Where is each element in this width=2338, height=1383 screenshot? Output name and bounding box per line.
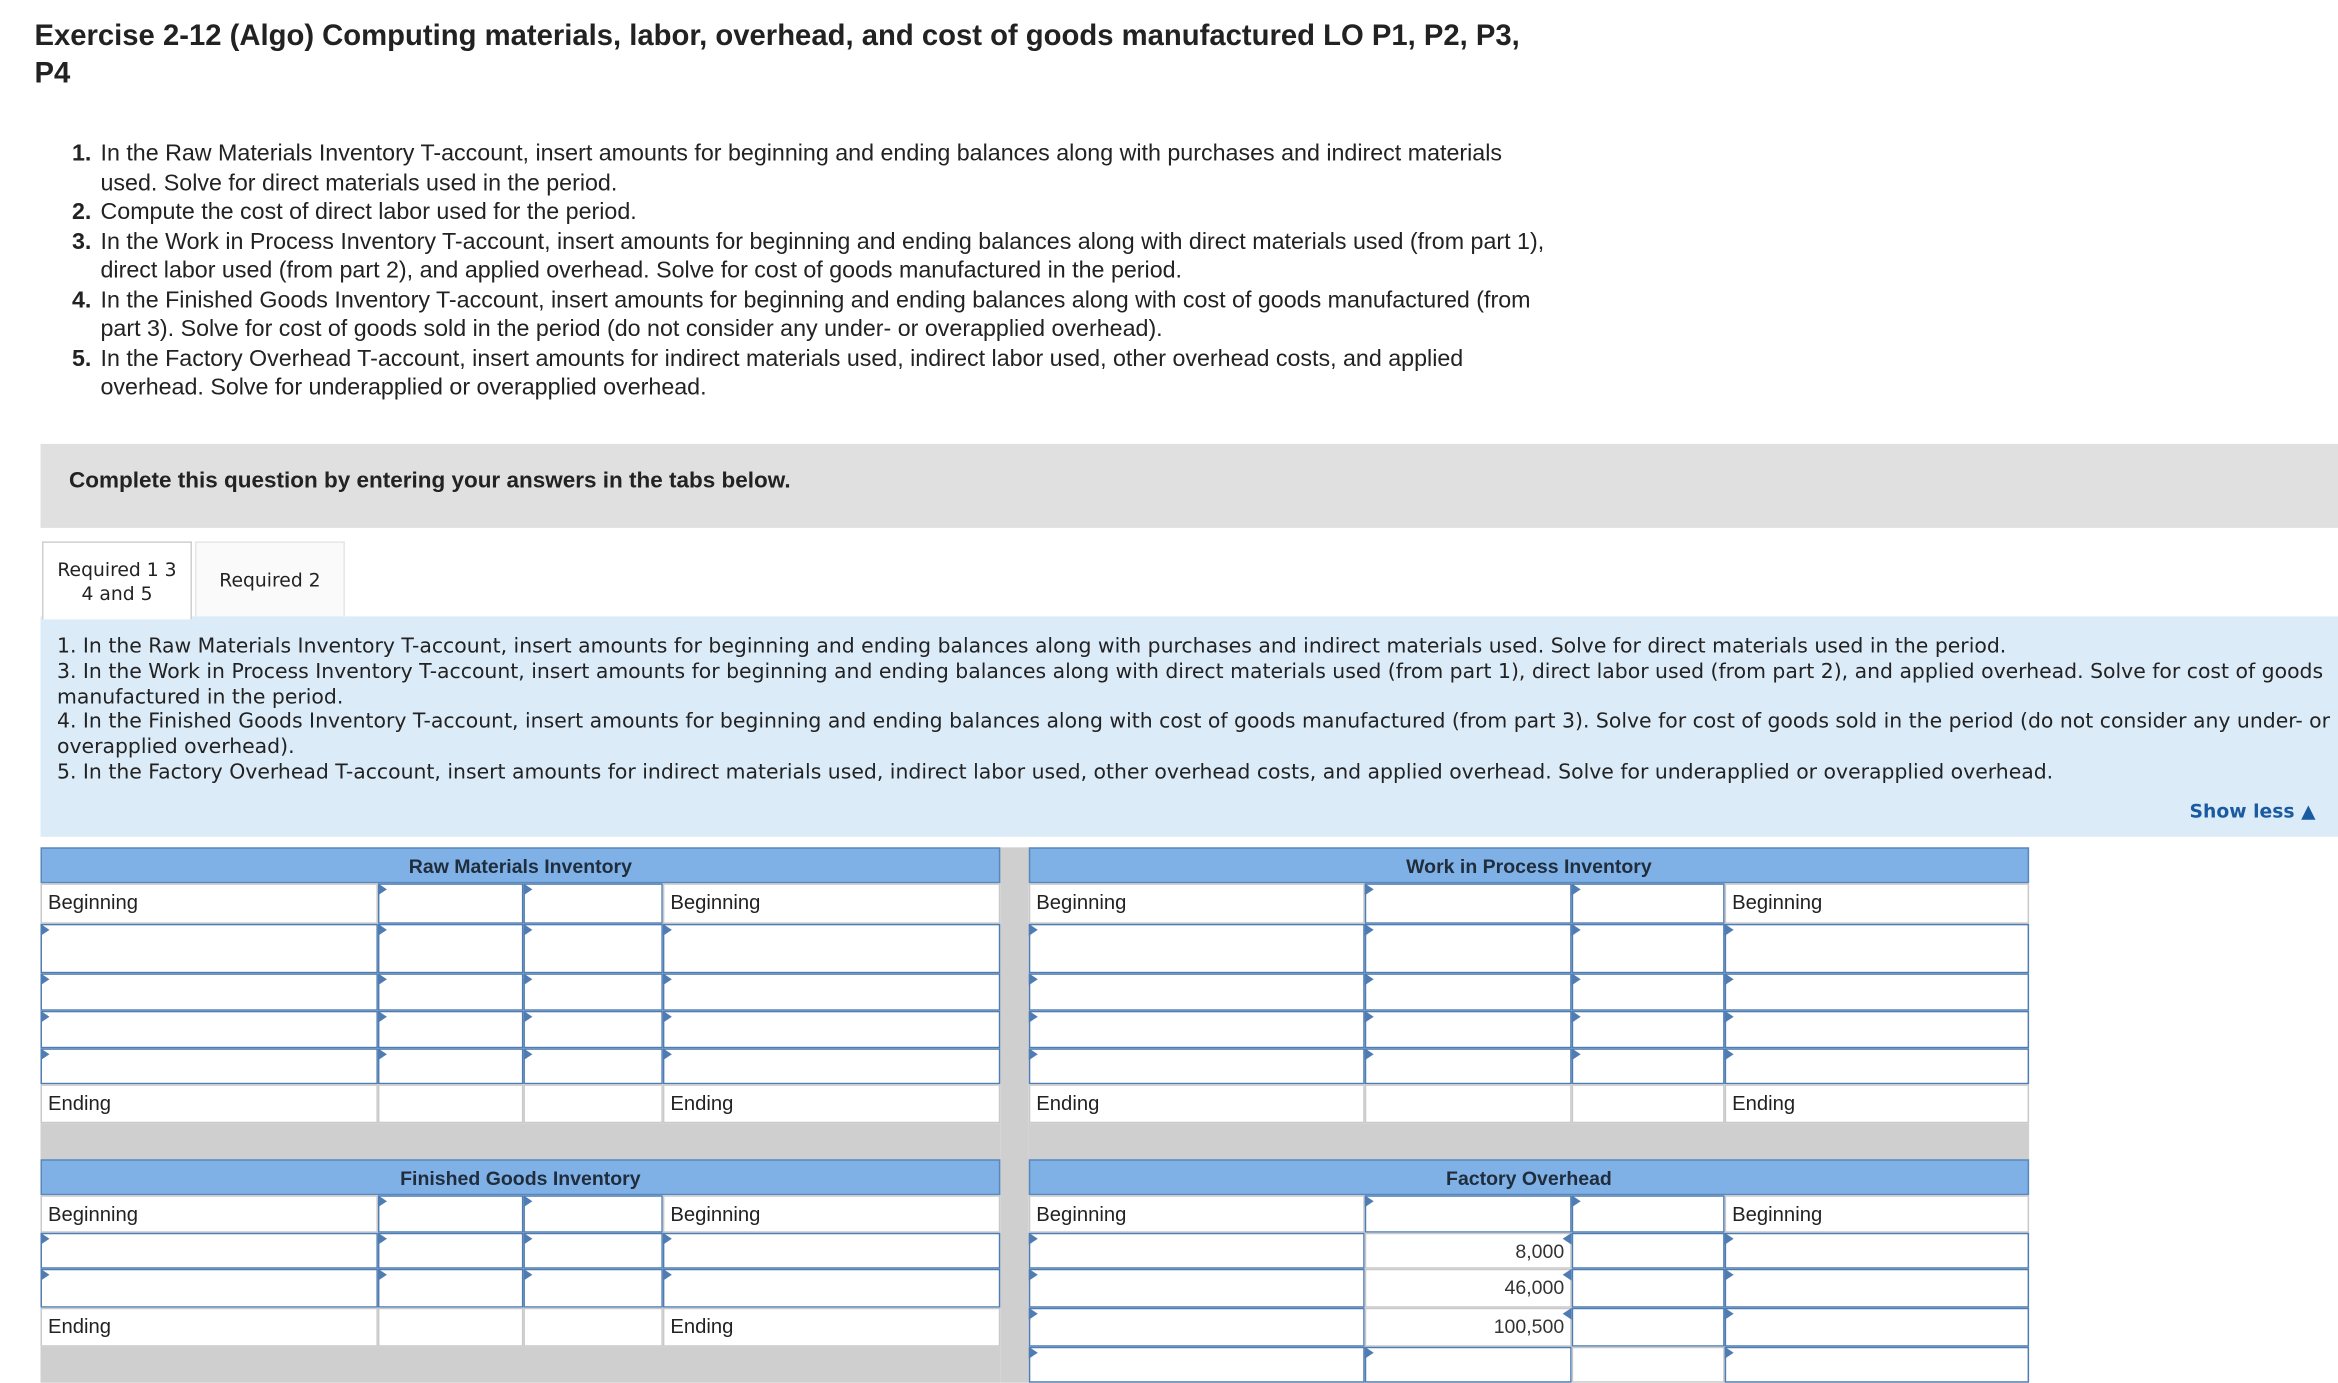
- wip-row4-credit-input[interactable]: [1572, 1048, 1725, 1084]
- fo-row1-label-input[interactable]: [1029, 1233, 1365, 1269]
- wip-row1-label-input[interactable]: [1029, 924, 1365, 973]
- wip-row2-label-input[interactable]: [1029, 973, 1365, 1010]
- wip-right-beginning-label: Beginning: [1725, 883, 2029, 923]
- wip-ending-label: Ending: [1029, 1084, 1365, 1123]
- wip-row3-credit-input[interactable]: [1572, 1011, 1725, 1048]
- fg-right-beginning-label: Beginning: [663, 1195, 1000, 1232]
- fo-row3-right-input[interactable]: [1725, 1308, 2029, 1347]
- fg-right-ending-label: Ending: [663, 1308, 1000, 1347]
- row-divider: [1029, 1123, 2029, 1159]
- fo-row2-label-input[interactable]: [1029, 1269, 1365, 1308]
- wip-header: Work in Process Inventory: [1029, 847, 2029, 883]
- finished-goods-header: Finished Goods Inventory: [40, 1159, 1000, 1195]
- wip-row2-right-input[interactable]: [1725, 973, 2029, 1010]
- rm-row3-debit-input[interactable]: [378, 1011, 523, 1048]
- instruction-text: In the Finished Goods Inventory T-account, insert amounts for beginning and ending balances along with cost of goods manufactured (from part 3). Solve for cost of goods sold in the period (do not consider any under- or overapplied overhead).: [100, 287, 1531, 342]
- tab-required-2[interactable]: [195, 541, 345, 616]
- tab-label: Required 1 3 4 and 5: [57, 557, 177, 604]
- wip-row2-credit-input[interactable]: [1572, 973, 1725, 1010]
- fg-beginning-debit-input[interactable]: [378, 1195, 523, 1232]
- wip-row1-credit-input[interactable]: [1572, 924, 1725, 973]
- show-less-link[interactable]: [2190, 799, 2316, 824]
- rm-row4-label-input[interactable]: [40, 1048, 377, 1084]
- instruction-text: In the Raw Materials Inventory T-account, insert amounts for beginning and ending balances along with purchases and indirect materials used. Solve for direct materials used in the period.: [100, 140, 1503, 196]
- instruction-number: 2.: [71, 199, 92, 225]
- fg-row2-right-input[interactable]: [663, 1269, 1000, 1308]
- wip-row1-debit-input[interactable]: [1365, 924, 1572, 973]
- instruction-number: 5.: [71, 345, 92, 372]
- fg-row1-right-input[interactable]: [663, 1233, 1000, 1269]
- rm-row3-credit-input[interactable]: [523, 1011, 662, 1048]
- page-title: Exercise 2-12 (Algo) Computing materials, labor, overhead, and cost of goods manufactured LO P1, P2, P3, P4: [34, 19, 1520, 90]
- instruction-number: 1.: [71, 140, 92, 167]
- wip-row3-label-input[interactable]: [1029, 1011, 1365, 1048]
- rm-beginning-label: Beginning: [40, 883, 377, 923]
- rm-ending-label: Ending: [40, 1084, 377, 1123]
- tab-required-1-3-4-5[interactable]: [42, 541, 192, 619]
- instruction-item: [72, 286, 1549, 344]
- wip-beginning-label: Beginning: [1029, 883, 1365, 923]
- fo-row1-value: 8,000: [1365, 1233, 1572, 1269]
- rm-beginning-credit-input[interactable]: [523, 883, 662, 923]
- fo-row4-debit-input[interactable]: [1365, 1347, 1572, 1383]
- fg-row1-debit-input[interactable]: [378, 1233, 523, 1269]
- fo-row4-label-input[interactable]: [1029, 1347, 1365, 1383]
- fo-row3-credit-input[interactable]: [1572, 1308, 1725, 1347]
- wip-right-ending-label: Ending: [1725, 1084, 2029, 1123]
- fo-right-beginning-label: Beginning: [1725, 1195, 2029, 1232]
- fo-beginning-credit-input[interactable]: [1572, 1195, 1725, 1232]
- requirement-text: 3. In the Work in Process Inventory T-account, insert amounts for beginning and ending balances along with direct materials used (from part 1), direct labor used (from part 2), and applied overhead. Solve for cost of goods manufactured in the period.: [56, 659, 2324, 709]
- wip-ending-credit: [1572, 1084, 1725, 1123]
- fo-row1-right-input[interactable]: [1725, 1233, 2029, 1269]
- banner-text: Complete this question by entering your answers in the tabs below.: [68, 467, 791, 494]
- requirement-panel: [40, 616, 2338, 836]
- fo-row2-right-input[interactable]: [1725, 1269, 2029, 1308]
- wip-row3-right-input[interactable]: [1725, 1011, 2029, 1048]
- instruction-item: [72, 344, 1549, 402]
- fo-row4-credit: [1572, 1347, 1725, 1383]
- fg-ending-debit: [378, 1308, 523, 1347]
- row-divider: [40, 1347, 1000, 1383]
- wip-beginning-debit-input[interactable]: [1365, 883, 1572, 923]
- show-less-label: Show less: [2189, 799, 2295, 822]
- instruction-number: 4.: [71, 287, 92, 313]
- rm-ending-debit: [378, 1084, 523, 1123]
- wip-row1-right-input[interactable]: [1725, 924, 2029, 973]
- requirement-text: 4. In the Finished Goods Inventory T-account, insert amounts for beginning and ending balances along with cost of goods manufactured (from part 3). Solve for cost of goods sold in the period (do not consider any under- or overapplied overhead).: [56, 709, 2331, 760]
- fo-row4-right-input[interactable]: [1725, 1347, 2029, 1383]
- rm-row1-debit-input[interactable]: [378, 924, 523, 973]
- instruction-item: [72, 198, 1549, 227]
- wip-row3-debit-input[interactable]: [1365, 1011, 1572, 1048]
- fo-row2-value: 46,000: [1365, 1269, 1572, 1308]
- tab-label: Required 2: [219, 567, 321, 591]
- wip-beginning-credit-input[interactable]: [1572, 883, 1725, 923]
- requirement-text: 1. In the Raw Materials Inventory T-account, insert amounts for beginning and ending balances along with purchases and indirect materials used. Solve for direct materials used in the period.: [56, 634, 2007, 659]
- fg-beginning-label: Beginning: [40, 1195, 377, 1232]
- fg-beginning-credit-input[interactable]: [523, 1195, 662, 1232]
- rm-row4-debit-input[interactable]: [378, 1048, 523, 1084]
- rm-row2-credit-input[interactable]: [523, 973, 662, 1010]
- rm-row1-credit-input[interactable]: [523, 924, 662, 973]
- fg-row2-credit-input[interactable]: [523, 1269, 662, 1308]
- fo-row3-label-input[interactable]: [1029, 1308, 1365, 1347]
- rm-row2-right-input[interactable]: [663, 973, 1000, 1010]
- triangle-up-icon: ▲: [2301, 799, 2316, 822]
- fg-row2-debit-input[interactable]: [378, 1269, 523, 1308]
- requirement-text: 5. In the Factory Overhead T-account, insert amounts for indirect materials used, indirect labor used, other overhead costs, and applied overhead. Solve for underapplied or overapplied overhead.: [56, 760, 2054, 785]
- rm-row2-label-input[interactable]: [40, 973, 377, 1010]
- rm-row1-right-input[interactable]: [663, 924, 1000, 973]
- answer-banner: [40, 444, 2338, 528]
- instruction-item: [72, 139, 1549, 197]
- fo-row2-credit-input[interactable]: [1572, 1269, 1725, 1308]
- fg-ending-credit: [523, 1308, 662, 1347]
- fg-row1-label-input[interactable]: [40, 1233, 377, 1269]
- fo-beginning-debit-input[interactable]: [1365, 1195, 1572, 1232]
- row-divider: [40, 1123, 1000, 1159]
- fo-beginning-label: Beginning: [1029, 1195, 1365, 1232]
- instruction-number: 3.: [71, 228, 92, 255]
- fg-ending-label: Ending: [40, 1308, 377, 1347]
- instruction-text: In the Work in Process Inventory T-account, insert amounts for beginning and ending balances along with direct materials used (from part 1), direct labor used (from part 2), and applied overhead. Solve for cost of goods manufactured in the period.: [100, 228, 1545, 284]
- instructions-list: [72, 139, 1549, 402]
- fg-row2-label-input[interactable]: [40, 1269, 377, 1308]
- rm-ending-credit: [523, 1084, 662, 1123]
- wip-row2-debit-input[interactable]: [1365, 973, 1572, 1010]
- rm-right-beginning-label: Beginning: [663, 883, 1000, 923]
- fo-row1-credit-input[interactable]: [1572, 1233, 1725, 1269]
- rm-beginning-debit-input[interactable]: [378, 883, 523, 923]
- instruction-text: In the Factory Overhead T-account, insert amounts for indirect materials used, indirect labor used, other overhead costs, and applied overhead. Solve for underapplied or overapplied overhead.: [100, 345, 1464, 401]
- wip-row4-right-input[interactable]: [1725, 1048, 2029, 1084]
- wip-ending-debit: [1365, 1084, 1572, 1123]
- rm-row1-label-input[interactable]: [40, 924, 377, 973]
- rm-row3-label-input[interactable]: [40, 1011, 377, 1048]
- instruction-text: Compute the cost of direct labor used for the period.: [100, 199, 637, 225]
- rm-row4-right-input[interactable]: [663, 1048, 1000, 1084]
- rm-row3-right-input[interactable]: [663, 1011, 1000, 1048]
- wip-row4-debit-input[interactable]: [1365, 1048, 1572, 1084]
- fg-row1-credit-input[interactable]: [523, 1233, 662, 1269]
- raw-materials-header: Raw Materials Inventory: [40, 847, 1000, 883]
- fo-row3-value: 100,500: [1365, 1308, 1572, 1347]
- rm-row2-debit-input[interactable]: [378, 973, 523, 1010]
- rm-row4-credit-input[interactable]: [523, 1048, 662, 1084]
- factory-overhead-header: Factory Overhead: [1029, 1159, 2029, 1195]
- rm-right-ending-label: Ending: [663, 1084, 1000, 1123]
- wip-row4-label-input[interactable]: [1029, 1048, 1365, 1084]
- instruction-item: [72, 227, 1549, 285]
- column-divider: [1000, 847, 1028, 1382]
